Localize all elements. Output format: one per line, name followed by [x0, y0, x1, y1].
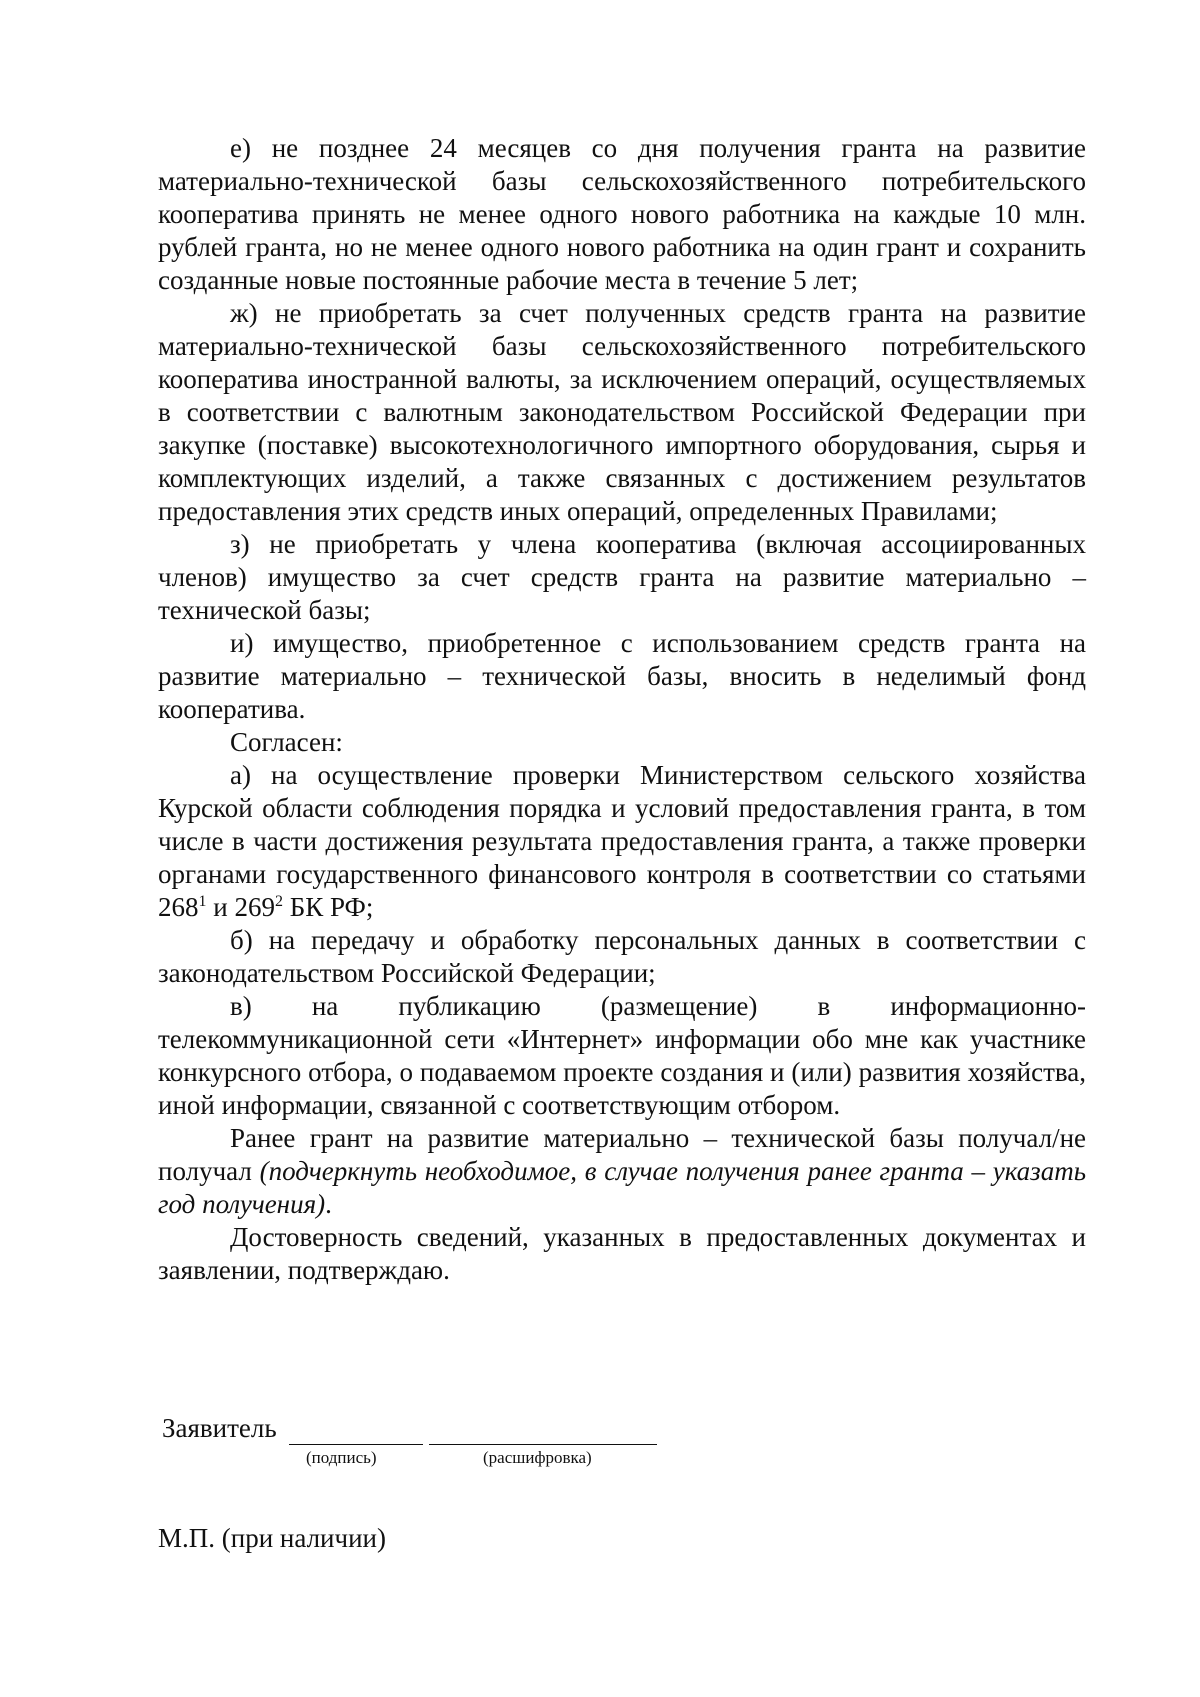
superscript-1: 1 [198, 893, 207, 910]
previous-grant-end: . [325, 1189, 332, 1219]
previous-grant-text: Ранее грант на развитие материально – технической базы получал/не получал [158, 1123, 1086, 1186]
paragraph-i: и) имущество, приобретенное с использованием средств гранта на развитие материально – технической базы, вносить в неделимый фонд кооператива. [158, 628, 1086, 724]
paragraph-confirmation: Достоверность сведений, указанных в предоставленных документах и заявлении, подтверждаю. [158, 1222, 1086, 1285]
applicant-label: Заявитель [162, 1413, 277, 1443]
paragraph-a-text: а) на осуществление проверки Министерством сельского хозяйства Курской области соблюдения порядка и условий предоставления гранта, в том числе в части достижения результата предоставления гранта, а также проверки органами государственного финансового контроля в соответствии со статьями 268 [158, 760, 1086, 922]
paragraph-previous-grant [158, 1122, 1086, 1221]
seal-note: М.П. (при наличии) [158, 1523, 386, 1553]
paragraph-b: б) на передачу и обработку персональных данных в соответствии с законодательством Российской Федерации; [158, 925, 1086, 988]
decoding-line[interactable] [429, 1418, 657, 1445]
paragraph-a-mid: и 269 [206, 892, 275, 922]
paragraph-v: в) на публикацию (размещение) в информационно-телекоммуникационной сети «Интернет» информации обо мне как участнике конкурсного отбора, о подаваемом проекте создания и (или) развития хозяйства, иной информации, связанной с соответствующим отбором. [158, 991, 1086, 1120]
signature-line[interactable] [289, 1418, 423, 1445]
paragraph-a [158, 759, 1086, 924]
superscript-2: 2 [274, 893, 283, 910]
document-body [158, 132, 1086, 1287]
decoding-caption: (расшифровка) [483, 1448, 592, 1467]
paragraph-zh: ж) не приобретать за счет полученных средств гранта на развитие материально-технической базы сельскохозяйственного потребительского кооператива иностранной валюты, за исключением операций, осуществляемых в соответствии с валютным законодательством Российской Федерации при закупке (поставке) высокотехнологичного импортного оборудования, сырья и комплектующих изделий, а также связанных с достижением результатов предоставления этих средств иных операций, определенных Правилами; [158, 298, 1086, 526]
agree-heading: Согласен: [230, 727, 343, 757]
paragraph-a-end: БК РФ; [282, 892, 374, 922]
signature-caption: (подпись) [306, 1448, 377, 1467]
paragraph-e: е) не позднее 24 месяцев со дня получения гранта на развитие материально-технической базы сельскохозяйственного потребительского кооператива принять не менее одного нового работника на каждые 10 млн. рублей гранта, но не менее одного нового работника на один грант и сохранить созданные новые постоянные рабочие места в течение 5 лет; [158, 133, 1086, 295]
paragraph-z: з) не приобретать у члена кооператива (включая ассоциированных членов) имущество за счет средств гранта на развитие материально – технической базы; [158, 529, 1086, 625]
signature-row [162, 1412, 657, 1445]
previous-grant-note: (подчеркнуть необходимое, в случае получения ранее гранта – указать год получения) [158, 1156, 1087, 1219]
